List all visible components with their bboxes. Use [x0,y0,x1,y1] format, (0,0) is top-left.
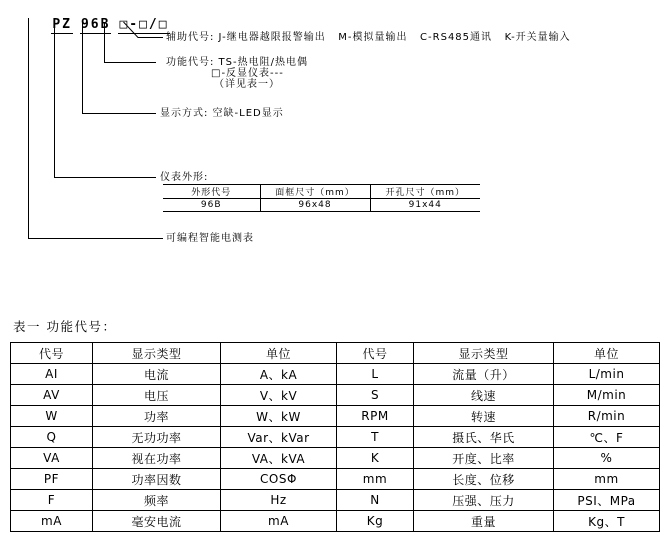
display-mode-annotation: 显示方式: 空缺-LED显示 [160,108,284,119]
table-row [11,469,660,490]
model-code-prefix: PZ [52,17,72,32]
table-cell: PF [11,469,93,490]
table-cell: 96B [163,199,260,212]
model-code-size: 96B [80,17,111,32]
column-header: 代号 [337,343,414,364]
table-row [11,364,660,385]
table-cell: T [337,427,414,448]
column-header: 显示类型 [93,343,221,364]
table-cell: 电压 [93,385,221,406]
table-cell: N [337,490,414,511]
table-cell: RPM [337,406,414,427]
table-cell: L/min [554,364,660,385]
func-code-annotation-line2: □-反显仪表--- [211,68,284,79]
table-cell: % [554,448,660,469]
shape-dimensions-table [163,184,480,212]
table-cell: Kg、T [554,511,660,532]
table-cell: mA [11,511,93,532]
column-header: 代号 [11,343,93,364]
table-cell: V、kV [221,385,337,406]
table-cell: 长度、位移 [414,469,554,490]
table-cell: ℃、F [554,427,660,448]
column-header: 面框尺寸（mm） [260,185,370,199]
table-cell: 视在功率 [93,448,221,469]
table-cell: AI [11,364,93,385]
column-header: 外形代号 [163,185,260,199]
table-cell: PSI、MPa [554,490,660,511]
table-cell: mm [337,469,414,490]
table-cell: M/min [554,385,660,406]
column-header: 单位 [221,343,337,364]
table-row [11,448,660,469]
table-cell: VA [11,448,93,469]
table-cell: 转速 [414,406,554,427]
table-row [11,490,660,511]
table-cell: 摄氏、华氏 [414,427,554,448]
column-header: 单位 [554,343,660,364]
table-cell: mm [554,469,660,490]
table-row [11,406,660,427]
table-cell: F [11,490,93,511]
model-code-suffix: □-□/□ [119,17,169,32]
table-cell: COSΦ [221,469,337,490]
table-cell: 电流 [93,364,221,385]
shape-annotation: 仪表外形: [160,172,209,183]
table-cell: W [11,406,93,427]
table-cell: 压强、压力 [414,490,554,511]
aux-code-annotation: 辅助代号: J-继电器越限报警输出 M-模拟量输出 C-RS485通讯 K-开关量输入 [166,32,571,43]
table-cell: Kg [337,511,414,532]
table-cell: Q [11,427,93,448]
shape-table-header-row [163,185,480,199]
table-row [11,427,660,448]
table-cell: 线速 [414,385,554,406]
table-row [11,385,660,406]
table-cell: L [337,364,414,385]
table-cell: 91x44 [370,199,480,212]
meter-type-annotation: 可编程智能电测表 [166,233,254,244]
table-cell: 开度、比率 [414,448,554,469]
table-cell: 流量（升） [414,364,554,385]
func-code-annotation-line3: （详见表一） [214,79,280,90]
table-cell: Var、kVar [221,427,337,448]
table-cell: K [337,448,414,469]
column-header: 显示类型 [414,343,554,364]
table-cell: mA [221,511,337,532]
table-cell: 重量 [414,511,554,532]
table-cell: 96x48 [260,199,370,212]
table-cell: W、kW [221,406,337,427]
table-cell: A、kA [221,364,337,385]
table-cell: R/min [554,406,660,427]
model-code [20,2,177,49]
function-table-caption: 表一 功能代号： [13,319,117,334]
table-cell: 功率 [93,406,221,427]
table-row [11,511,660,532]
table-cell: VA、kVA [221,448,337,469]
table-cell: 频率 [93,490,221,511]
table-cell: 功率因数 [93,469,221,490]
column-header: 开孔尺寸（mm） [370,185,480,199]
table-row [163,199,480,212]
table-cell: 毫安电流 [93,511,221,532]
function-code-table [10,342,660,532]
table-cell: S [337,385,414,406]
func-code-annotation: 功能代号: TS-热电阻/热电偶 [166,57,308,68]
table-cell: AV [11,385,93,406]
function-table-header-row [11,343,660,364]
table-cell: 无功功率 [93,427,221,448]
table-cell: Hz [221,490,337,511]
